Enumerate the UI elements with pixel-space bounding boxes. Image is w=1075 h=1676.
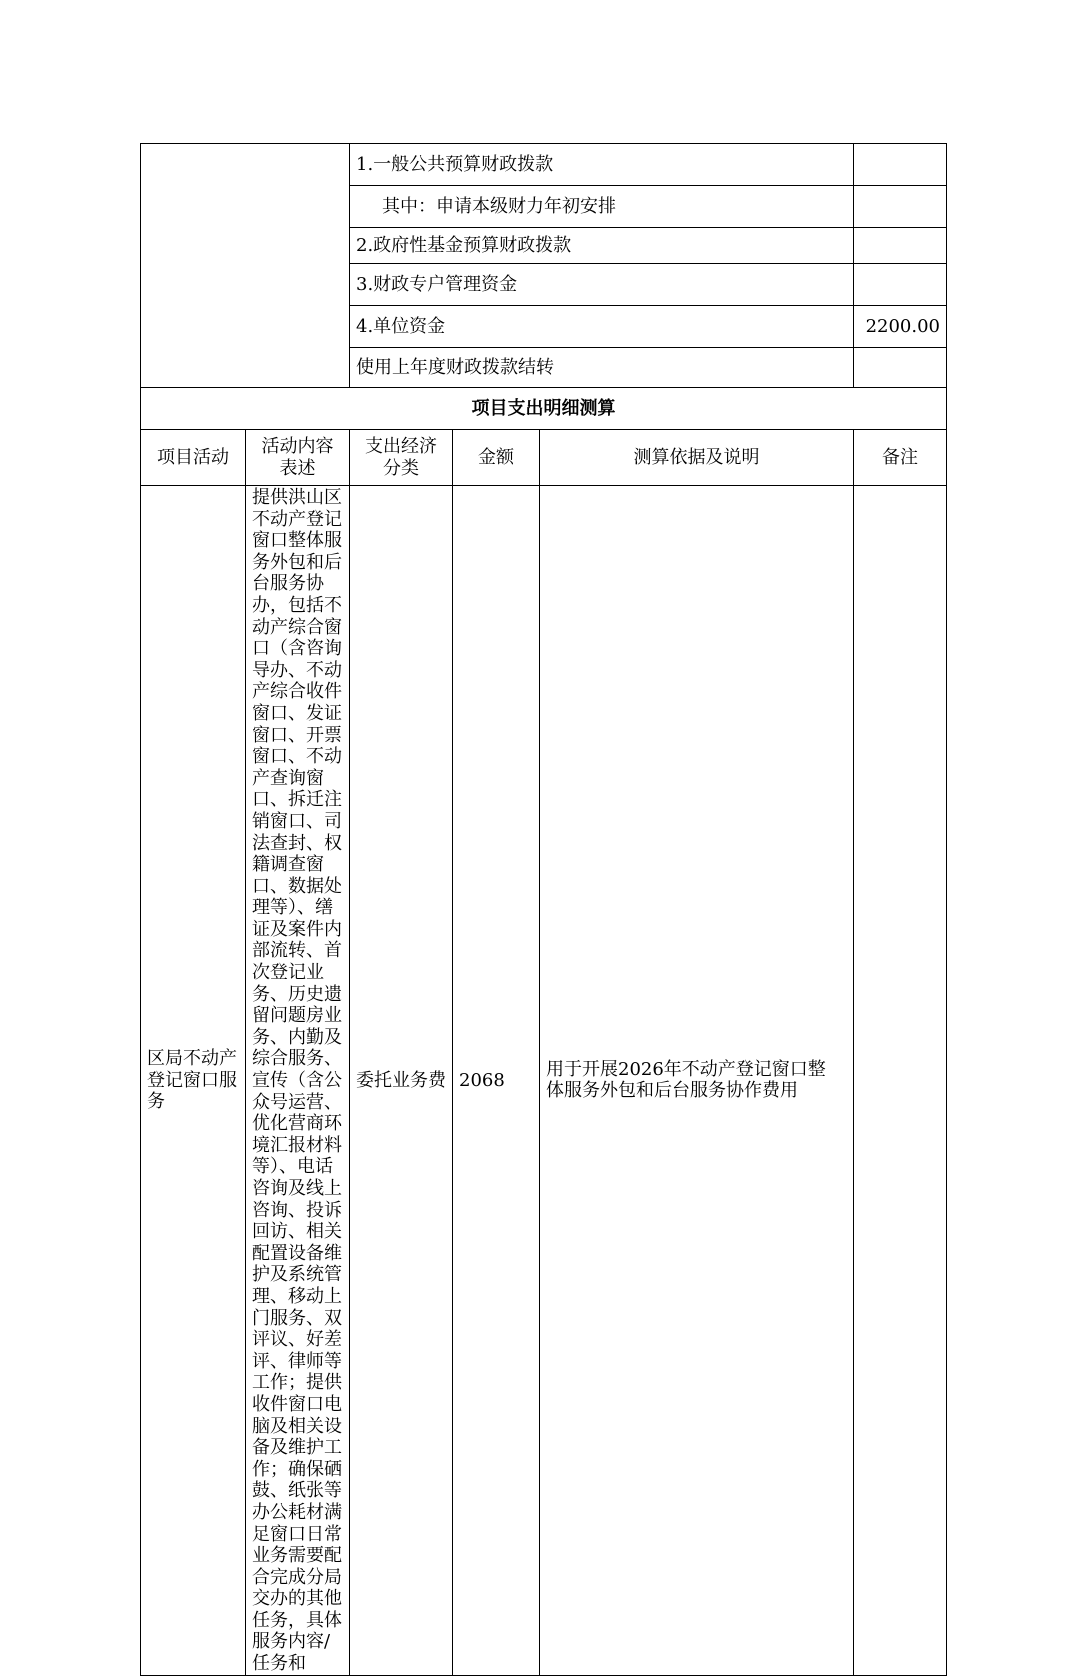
header-basis: 测算依据及说明: [540, 430, 854, 486]
header-economic-class: [350, 430, 453, 486]
activity-description: 提供洪山区不动产登记窗口整体服务外包和后台服务协办，包括不动产综合窗口（含咨询导办、不动产综合收件窗口、发证窗口、开票窗口、不动产查询窗口、拆迁注销窗口、司法查封、权籍调查窗口、数据处理等）、缮证及案件内部流转、首次登记业务、历史遗留问题房业务、内勤及综合服务、宣传（含公众号运营、优化营商环境汇报材料等）、电话咨询及线上咨询、投诉回访、相关配置设备维护及系统管理、移动上门服务、双评议、好差评、律师等工作；提供收件窗口电脑及相关设备及维护工作；确保硒鼓、纸张等办公耗材满足窗口日常业务需要配合完成分局交办的其他任务，具体服务内容/任务和: [246, 486, 350, 1676]
table-header-row: [141, 430, 947, 486]
basis-text: 用于开展2026年不动产登记窗口整体服务外包和后台服务协作费用: [540, 486, 854, 1676]
header-economic-class-text: 支出经济分类: [365, 435, 437, 479]
remark: [854, 486, 947, 1676]
funding-label: 1.一般公共预算财政拨款: [350, 144, 854, 186]
header-description-text: 活动内容表述: [261, 435, 334, 479]
funding-value: [854, 264, 947, 306]
economic-class: 委托业务费: [350, 486, 453, 1676]
header-description: [246, 430, 350, 486]
funding-label: 2.政府性基金预算财政拨款: [350, 228, 854, 264]
funding-value: 2200.00: [854, 306, 947, 348]
funding-value: [854, 186, 947, 228]
funding-label: 使用上年度财政拨款结转: [350, 348, 854, 388]
funding-value: [854, 348, 947, 388]
funding-label: 其中：申请本级财力年初安排: [350, 186, 854, 228]
funding-value: [854, 228, 947, 264]
activity-name: 区局不动产登记窗口服务: [141, 486, 246, 1676]
amount: 2068: [453, 486, 540, 1676]
funding-label: 4.单位资金: [350, 306, 854, 348]
funding-value: [854, 144, 947, 186]
blank-left-cell: [141, 144, 350, 388]
header-activity: 项目活动: [141, 430, 246, 486]
section-title: 项目支出明细测算: [141, 388, 947, 430]
funding-row: [141, 144, 947, 186]
header-remark: 备注: [854, 430, 947, 486]
budget-table: [140, 143, 947, 1676]
funding-label: 3.财政专户管理资金: [350, 264, 854, 306]
table-row: [141, 486, 947, 1676]
section-title-row: [141, 388, 947, 430]
header-amount: 金额: [453, 430, 540, 486]
